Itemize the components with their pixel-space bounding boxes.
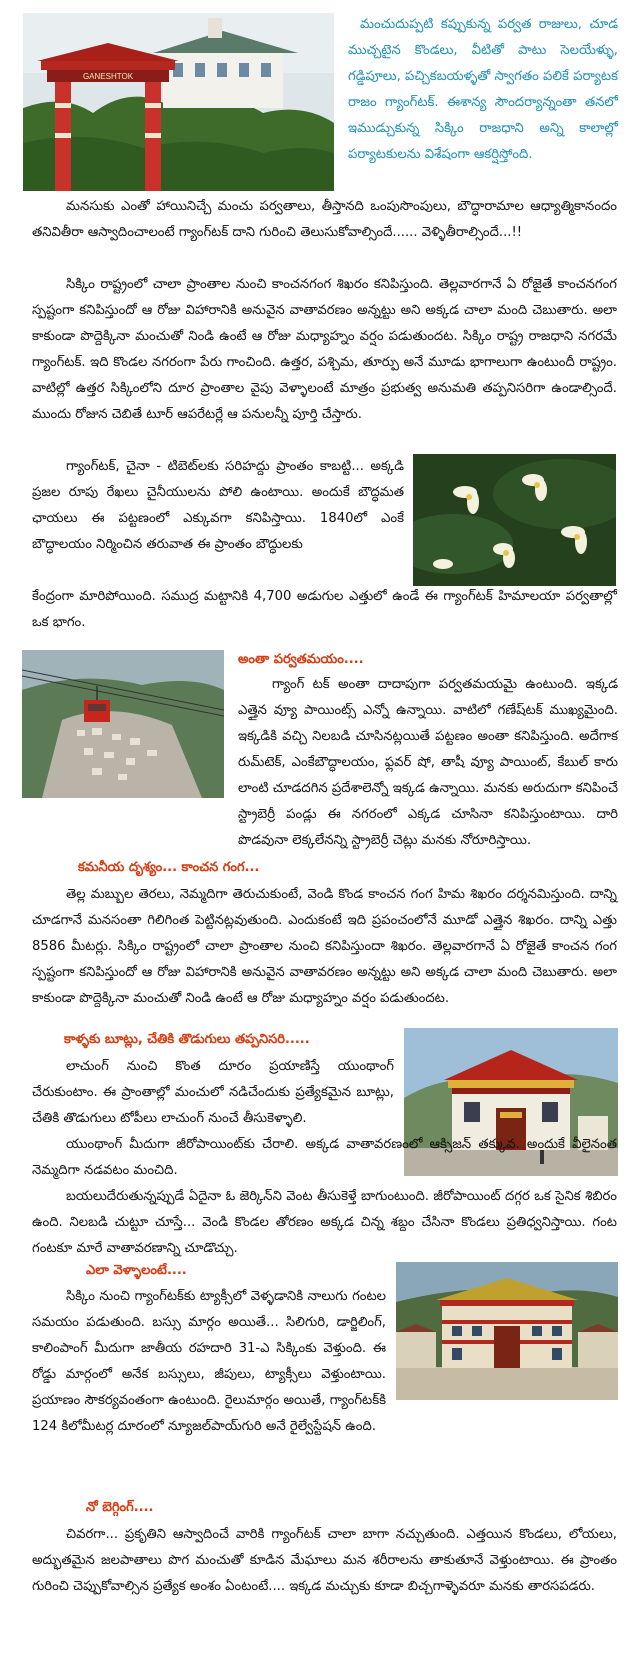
cable-car-town-photo [22,650,224,798]
section-heading-boots-gloves: కాళ్ళకు బూట్లు, చేతికి తొడుగులు తప్పనిసరి..... [64,1032,310,1047]
section-body-boots-gloves-2: యుంథాంగ్ మీదుగా జీరోపాయింట్‌కు చేరాలి. అక్కడ వాతావరణంలో ఆక్సిజన్ తక్కువ. అందుకే వీలైనంత నెమ్మదిగా నడవటం మంచిది. [32,1137,617,1178]
section-body-how-to-go: సిక్కిం నుంచి గ్యాంగ్‌టక్‌కు ట్యాక్సీలో వెళ్ళడానికి నాలుగు గంటల సమయం పడుతుంది. బస్సు మార్గం అయితే... సిలిగురి, డార్జిలింగ్, కాలింపాంగ్ మీదుగా జాతీయ రహదారి 31-ఎ సిక్కింకు వెళ్తుంది. ఈ రోడ్డు మార్గంలో అనేక బస్సులు, జీపులు, ట్యాక్సీలు వెళ్తుంటాయి. ప్రయాణం సౌకర్యవంతంగా ఉంటుంది. రైలుమార్గం అయితే, గ్యాంగ్‌టక్‌కి 124 కిలోమీటర్ల దూరంలో న్యూజల్‌పాయ్‌గురి అనే రైల్వేస్టేషన్ ఉంది. [32,1289,386,1434]
rumtek-monastery-photo [396,1262,618,1400]
section-body-mountains: గ్యాంగ్ టక్ అంతా దాదాపుగా పర్వతమయమై ఉంటుంది. ఇక్కడ ఎత్తైన వ్యూ పాయింట్స్ ఎన్నో ఉన్నాయి. వాటిలో గణేష్‌టక్ ముఖ్యమైంది. ఇక్కడికి వచ్చి నిలబడి చూసినట్లయితే పట్టణం అంతా కనిపిస్తుంది. అదేగాక రుమ్‌టెక్, ఎంకేబౌద్ధాలయం, ఫ్లవర్ షో, తాషీ వ్యూ పాయింట్, కేబుల్ కారు లాంటి చూడదగిన ప్రదేశాలెన్నో ఇక్కడ ఉన్నాయి. మనకు అరుదుగా కనిపించే స్ట్రాబెర్రీ పండ్లు ఈ నగరంలో ఎక్కడ చూసినా కనిపిస్తుంటాయి. దారి పొడవునా లెక్కలేనన్ని స్ట్రాబెర్రీ చెట్లు మనకు నోరూరిస్తాయి. [238,677,618,848]
gate-sign-text: GANESHTOK [82,72,134,81]
ganeshtok-gate-photo [23,13,334,191]
section-body-boots-gloves-1: లాచుంగ్ నుంచి కొంత దూరం ప్రయాణిస్తే యుంథాంగ్ చేరుకుంటాం. ఈ ప్రాంతాల్లో మంచులో నడిచేందుకు ప్రత్యేకమైన బూట్లు, చేతికి తొడుగులు టోపీలు లాచుంగ్ నుంచే తీసుకెళ్ళాలి. [32,1059,394,1126]
paragraph-3a: గ్యాంగ్‌టక్, చైనా - టిబెట్‌లకు సరిహద్దు ప్రాంతం కాబట్టి... అక్కడి ప్రజల రూపు రేఖలు చైనీయులను పోలి ఉంటాయి. అందుకే బౌద్ధమత ఛాయలు ఈ పట్టణంలో ఎక్కువగా కనిపిస్తాయి. 1840లో ఎంకే బౌద్ధాలయం నిర్మించిన తరువాత ఈ ప్రాంతం బౌద్ధులకు [32,459,404,552]
flowers-photo [413,454,616,586]
paragraph-2: సిక్కిం రాష్ట్రంలో చాలా ప్రాంతాల నుంచి కాంచనగంగ శిఖరం కనిపిస్తుంది. తెల్లవారగానే ఏ రోజైతే కాంచనగంగ స్పష్టంగా కనిపిస్తుందో ఆ రోజు విహారానికి అనువైన వాతావరణం అన్నట్టు అని అక్కడ చాలా మంది చెబుతారు. అలా కాకుండా పొద్దెక్కినా మంచుతో నిండి ఉంటే ఆ రోజు మధ్యాహ్నం వర్షం పడుతుందట. సిక్కిం రాష్ట్ర రాజధాని నగరమే గ్యాంగ్‌టక్. ఇది కొండల నగరంగా పేరు గాంచింది. ఉత్తర, పశ్చిమ, తూర్పు అనే మూడు భాగాలుగా ఉంటుందీ రాష్ట్రం. వాటిల్లో ఉత్తర సిక్కింలోని దూర ప్రాంతాల వైపు వెళ్ళాలంటే మాత్రం ప్రభుత్వ అనుమతి తప్పనిసరిగా ఉండాల్సిందే. ముందు రోజున చెబితే టూర్ ఆపరేటర్లే ఆ పనులన్నీ పూర్తి చేస్తారు. [32,277,617,422]
section-heading-kanchenjunga: కమనీయ దృశ్యం... కాంచన గంగ... [78,860,260,875]
paragraph-1: మనసుకు ఎంతో హాయినిచ్చే మంచు పర్వతాలు, తీస్తానది ఒంపుసొంపులు, బౌద్ధారామాల ఆధ్యాత్మికానందం తనివితీరా ఆస్వాదించాలంటే గ్యాంగ్‌టక్ దాని గురించి తెలుసుకోవాల్సిందే...... వెళ్ళితీరాల్సిందే...!! [32,199,617,240]
section-body-boots-gloves-3: బయలుదేరుతున్నప్పుడే ఏదైనా ఓ జెర్కిన్‌ని వెంట తీసుకెళ్తే బాగుంటుంది. జీరోపాయింట్ దగ్గర ఒక సైనిక శిబిరం ఉంది. నిలబడి చుట్టూ చూస్తే... వెండి కొండల తోరణం అక్కడ చిన్న శబ్దం చేసినా కొండలు ప్రతిధ్వనిస్తాయి. గంట గంటకూ మారే వాతావరణాన్ని చూడొచ్చు. [32,1189,617,1256]
paragraph-3b: కేంద్రంగా మారిపోయింది. సముద్ర మట్టానికి 4,700 అడుగుల ఎత్తులో ఉండే ఈ గ్యాంగ్‌టక్ హిమాలయా పర్వతాల్లో ఒక భాగం. [32,589,617,630]
intro-paragraph: మంచుదుప్పటి కప్పుకున్న పర్వత రాజులు, చూడ ముచ్చటైన కొండలు, వీటితో పాటు సెలయేళ్ళు, గడ్డిపూలు, పచ్చికబయళ్ళతో స్వాగతం పలికే పర్యాటక రాజం గ్యాంగ్‌టక్. ఈశాన్య సౌందర్యాన్నంతా తనలో ఇముడ్చుకున్న సిక్కిం రాజధాని అన్ని కాలాల్లో పర్యాటకులను విశేషంగా ఆకర్షిస్తోంది. [348,17,618,162]
section-heading-how-to-go: ఎలా వెళ్ళాలంటే.... [86,1263,187,1278]
section-heading-no-begging: నో బెగ్గింగ్.... [86,1500,154,1515]
section-heading-mountains: అంతా పర్వతమయం.... [238,652,364,667]
section-body-no-begging: చివరగా... ప్రకృతిని ఆస్వాదించే వారికి గ్యాంగ్‌టక్ చాలా బాగా నచ్చుతుంది. ఎత్తయిన కొండలు, లోయలు, అద్భుతమైన జలపాతాలు పొగ మంచుతో కూడిన మేఘాలు మన శరీరాలను తాకుతూనే వెళ్తుంటాయి. ఈ ప్రాంతం గురించి చెప్పుకోవాల్సిన ప్రత్యేక అంశం ఏంటంటే.... ఇక్కడ మచ్చుకు కూడా బిచ్చగాళ్ళెవరూ మనకు తారసపడరు. [32,1527,617,1594]
section-body-kanchenjunga: తెల్ల మబ్బుల తెరలు, నెమ్మదిగా తెరుచుకుంటే, వెండి కొండ కాంచన గంగ హిమ శిఖరం దర్శనమిస్తుంది. దాన్ని చూడగానే మనసంతా గిలిగింత పెట్టినట్లవుతుంది. ఎందుకంటే ఇది ప్రపంచంలోనే మూడో ఎత్తైన శిఖరం. దాన్ని ఎత్తు 8586 మీటర్లు. సిక్కిం రాష్ట్రంలో చాలా ప్రాంతాల నుంచి కనిపిస్తుందా శిఖరం. తెల్లవారగానే ఏ రోజైతే కాంచన గంగ స్పష్టంగా కనిపిస్తుందో ఆ రోజు విహారానికి అనువైన వాతావరణం అన్నట్టు అని అక్కడ చాలా మంది చెబుతారు. అలా కాకుండా పొద్దెక్కినా మంచుతో నిండి ఉంటే ఆ రోజు మధ్యాహ్నం వర్షం పడుతుందట. [32,887,617,1006]
